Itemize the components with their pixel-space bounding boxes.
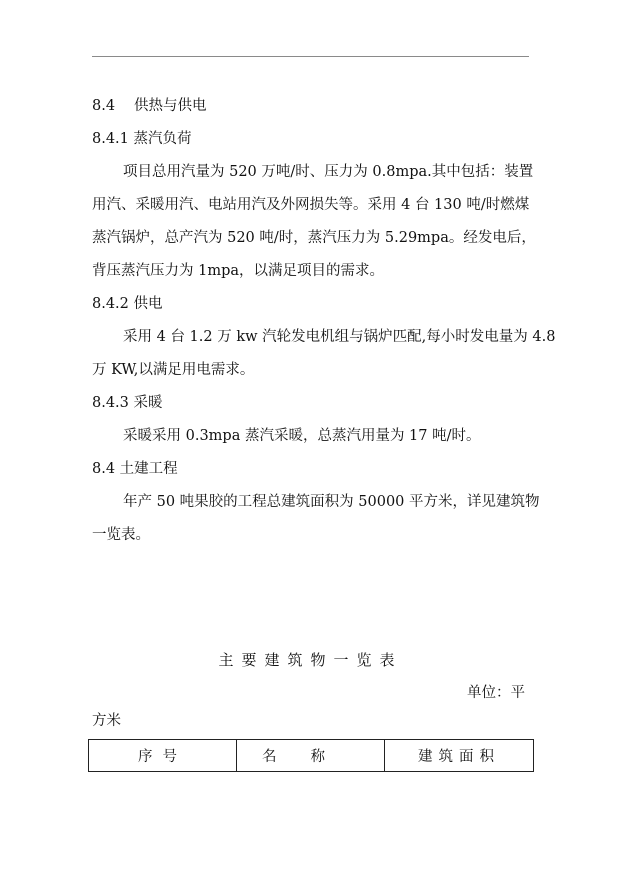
- section-title: 供热与供电: [134, 98, 207, 114]
- table-unit: 单位：平: [467, 685, 525, 701]
- header-rule: [92, 56, 529, 57]
- paragraph-line: 蒸汽锅炉，总产汽为 520 吨/时，蒸汽压力为 5.29mpa。经发电后，: [92, 230, 536, 246]
- column-header-name: 名称: [237, 740, 385, 772]
- paragraph-line: 采用 4 台 1.2 万 kw 汽轮发电机组与锅炉匹配,每小时发电量为 4.8: [123, 329, 556, 345]
- paragraph-line: 采暖采用 0.3mpa 蒸汽采暖，总蒸汽用量为 17 吨/时。: [123, 428, 481, 444]
- subsection-heading-power: 8.4.2 供电: [92, 296, 163, 312]
- paragraph-line: 背压蒸汽压力为 1mpa，以满足项目的需求。: [92, 263, 385, 279]
- paragraph-line: 年产 50 吨果胶的工程总建筑面积为 50000 平方米，详见建筑物: [123, 494, 540, 510]
- table-unit-continued: 方米: [92, 713, 121, 729]
- subsection-heading-steam-load: 8.4.1 蒸汽负荷: [92, 131, 192, 147]
- paragraph-line: 万 KW,以满足用电需求。: [92, 362, 255, 378]
- table-header-row: [89, 740, 534, 772]
- section-number: 8.4: [92, 98, 116, 114]
- subsection-heading-heating: 8.4.3 采暖: [92, 395, 163, 411]
- column-header-number: 序号: [89, 740, 237, 772]
- paragraph-line: 项目总用汽量为 520 万吨/时、压力为 0.8mpa.其中包括：装置: [123, 164, 534, 180]
- paragraph-line: 一览表。: [92, 527, 150, 543]
- column-header-area: 建筑面积: [385, 740, 534, 772]
- section-heading-civil: 8.4 土建工程: [92, 461, 178, 477]
- buildings-table: [88, 739, 534, 772]
- paragraph-line: 用汽、采暖用汽、电站用汽及外网损失等。采用 4 台 130 吨/时燃煤: [92, 197, 530, 213]
- table-title: 主要建筑物一览表: [218, 651, 403, 669]
